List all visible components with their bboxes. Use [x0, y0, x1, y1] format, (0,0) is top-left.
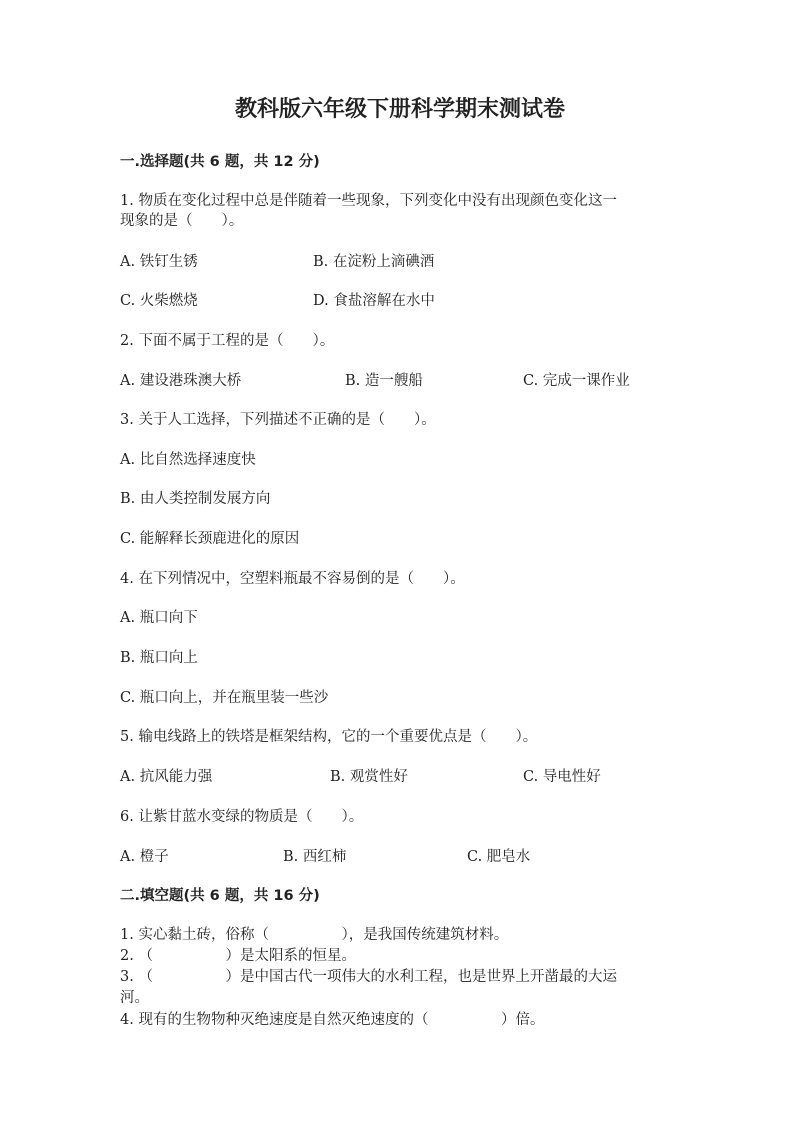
q1-option-a: A. 铁钉生锈 [120, 254, 198, 270]
q1-option-d: D. 食盐溶解在水中 [313, 293, 435, 309]
fill-blank-1: 1. 实心黏土砖，俗称（ ），是我国传统建筑材料。 [120, 927, 509, 943]
q5-option-c: C. 导电性好 [523, 769, 601, 785]
question-1-line-2: 现象的是（ ）。 [120, 213, 244, 229]
q6-option-a: A. 橙子 [120, 849, 169, 865]
q2-option-a: A. 建设港珠澳大桥 [120, 373, 242, 389]
page-title: 教科版六年级下册科学期末测试卷 [234, 97, 565, 122]
question-6: 6. 让紫甘蓝水变绿的物质是（ ）。 [120, 809, 364, 825]
question-4: 4. 在下列情况中，空塑料瓶最不容易倒的是（ ）。 [120, 571, 465, 587]
q5-option-b: B. 观赏性好 [330, 769, 408, 785]
q6-option-c: C. 肥皂水 [467, 849, 531, 865]
q5-option-a: A. 抗风能力强 [120, 769, 213, 785]
q6-option-b: B. 西红柿 [283, 849, 347, 865]
q3-option-a: A. 比自然选择速度快 [120, 452, 256, 468]
q3-option-c: C. 能解释长颈鹿进化的原因 [120, 531, 300, 547]
q2-option-b: B. 造一艘船 [345, 373, 423, 389]
q4-option-a: A. 瓶口向下 [120, 610, 198, 626]
q4-option-c: C. 瓶口向上，并在瓶里装一些沙 [120, 690, 329, 706]
section-heading-choice: 一.选择题(共 6 题，共 12 分) [120, 154, 320, 170]
question-3: 3. 关于人工选择，下列描述不正确的是（ ）。 [120, 412, 436, 428]
fill-blank-3-line-1: 3. （ ）是中国古代一项伟大的水利工程，也是世界上开凿最的大运 [120, 969, 617, 985]
q1-option-b: B. 在淀粉上滴碘酒 [313, 254, 435, 270]
fill-blank-3-line-2: 河。 [120, 990, 149, 1006]
fill-blank-2: 2. （ ）是太阳系的恒星。 [120, 948, 356, 964]
q4-option-b: B. 瓶口向上 [120, 650, 198, 666]
fill-blank-4: 4. 现有的生物物种灭绝速度是自然灭绝速度的（ ）倍。 [120, 1012, 545, 1028]
question-1-line-1: 1. 物质在变化过程中总是伴随着一些现象，下列变化中没有出现颜色变化这一 [120, 193, 617, 209]
section-heading-fill-blank: 二.填空题(共 6 题，共 16 分) [120, 888, 320, 904]
q2-option-c: C. 完成一课作业 [523, 373, 630, 389]
question-2: 2. 下面不属于工程的是（ ）。 [120, 333, 335, 349]
q3-option-b: B. 由人类控制发展方向 [120, 491, 271, 507]
question-5: 5. 输电线路上的铁塔是框架结构，它的一个重要优点是（ ）。 [120, 729, 538, 745]
q1-option-c: C. 火柴燃烧 [120, 293, 198, 309]
